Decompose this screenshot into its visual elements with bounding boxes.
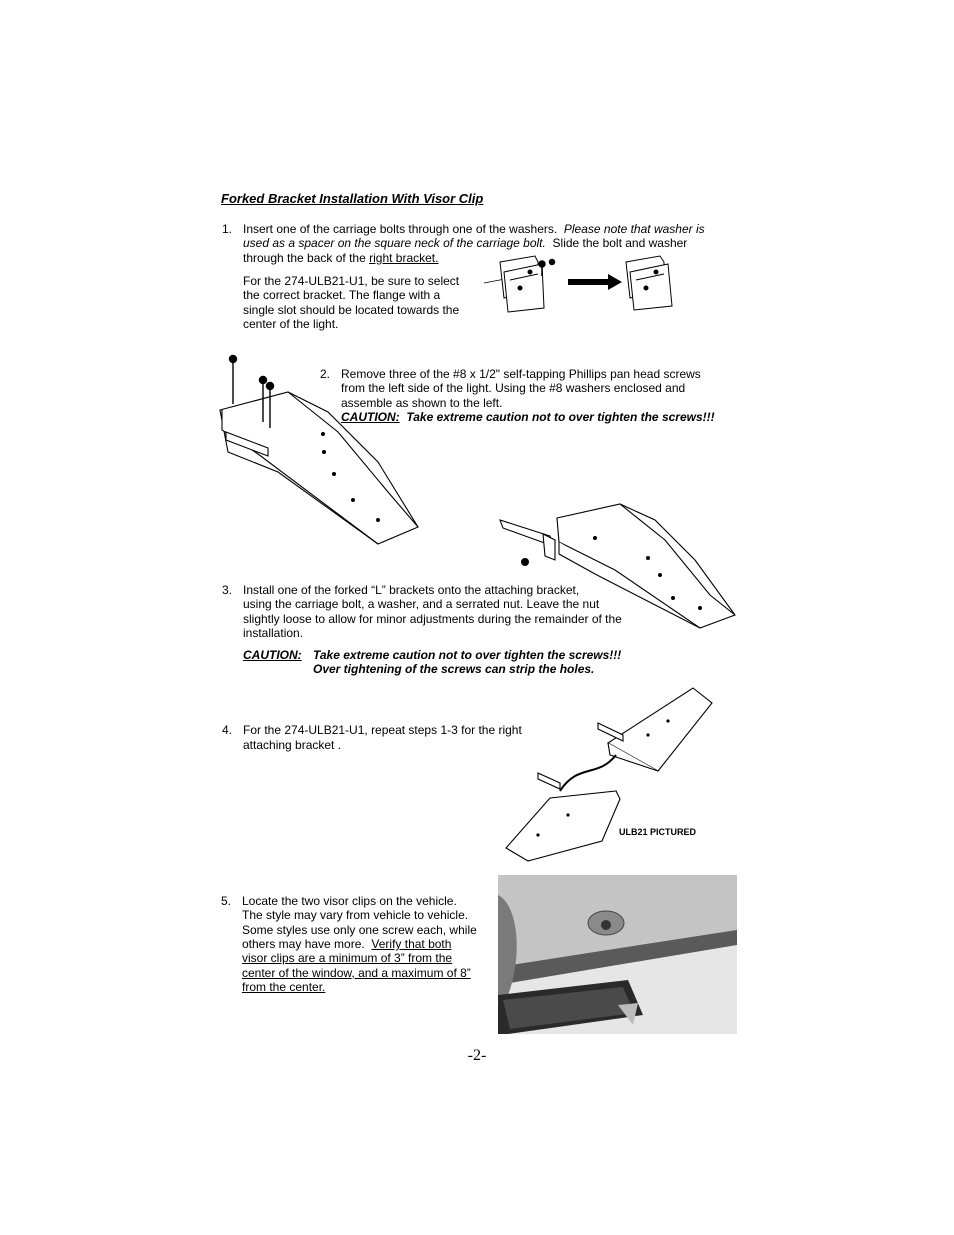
note-line: the correct bracket. The flange with a xyxy=(243,288,441,302)
caution xyxy=(341,410,715,425)
step-text xyxy=(243,251,438,266)
step-text: attaching bracket . xyxy=(243,738,342,752)
step-number: 4. xyxy=(222,723,233,737)
text: Insert one of the carriage bolts through one of the washers. xyxy=(243,222,558,236)
visor-clip-photo xyxy=(498,875,737,1034)
caution-text: Take extreme caution not to over tighten the screws!!! xyxy=(313,648,622,662)
step-text: installation. xyxy=(243,626,304,640)
step-text: visor clips are a minimum of 3” from the xyxy=(242,951,453,965)
step-text: assemble as shown to the left. xyxy=(341,396,503,410)
figure-caption: ULB21 PICTURED xyxy=(619,827,697,837)
step-text: Some styles use only one screw each, while xyxy=(242,923,477,937)
step-number: 1. xyxy=(222,222,233,236)
text: Slide the bolt and washer xyxy=(552,236,688,250)
step-text: Install one of the forked “L” brackets onto the attaching bracket, xyxy=(243,583,580,597)
step-number: 5. xyxy=(221,894,232,908)
note-line: single slot should be located towards the xyxy=(243,303,460,317)
step-text: The style may vary from vehicle to vehicle. xyxy=(242,908,469,922)
caution-text: Over tightening of the screws can strip the holes. xyxy=(313,662,595,676)
note-line: For the 274-ULB21-U1, be sure to select xyxy=(243,274,460,288)
step-text xyxy=(243,222,733,237)
step-number: 2. xyxy=(320,367,331,381)
step-text: from the center. xyxy=(242,980,326,994)
text: through the back of the xyxy=(243,251,366,265)
step-text: Remove three of the #8 x 1/2" self-tapping Phillips pan head screws xyxy=(341,367,701,381)
note-italic: Please note that washer is xyxy=(563,222,705,236)
underlined-text: Verify that both xyxy=(371,937,452,951)
note-italic: used as a spacer on the square neck of the carriage bolt. xyxy=(243,236,546,250)
step-text: from the left side of the light. Using the #8 washers enclosed and xyxy=(341,381,686,395)
text: others may have more. xyxy=(242,937,365,951)
caution-label: CAUTION: xyxy=(243,648,302,662)
step-text: For the 274-ULB21-U1, repeat steps 1-3 for the right xyxy=(243,723,522,737)
caution-text: Take extreme caution not to over tighten the screws!!! xyxy=(406,410,715,424)
page-title: Forked Bracket Installation With Visor Clip xyxy=(221,191,484,206)
step-text: using the carriage bolt, a washer, and a serrated nut. Leave the nut xyxy=(243,597,600,611)
underlined-text: right bracket. xyxy=(369,251,439,265)
step-text: Locate the two visor clips on the vehicle. xyxy=(242,894,457,908)
caution-label: CAUTION: xyxy=(341,410,400,424)
step-text: center of the window, and a maximum of 8” xyxy=(242,966,471,980)
step-text xyxy=(242,937,451,952)
step-text xyxy=(243,236,733,251)
step-text: slightly loose to allow for minor adjustments during the remainder of the xyxy=(243,612,622,626)
bracket-assembly-figure xyxy=(480,250,700,315)
page-number: -2- xyxy=(467,1047,487,1064)
note-line: center of the light. xyxy=(243,317,339,331)
step-number: 3. xyxy=(222,583,233,597)
